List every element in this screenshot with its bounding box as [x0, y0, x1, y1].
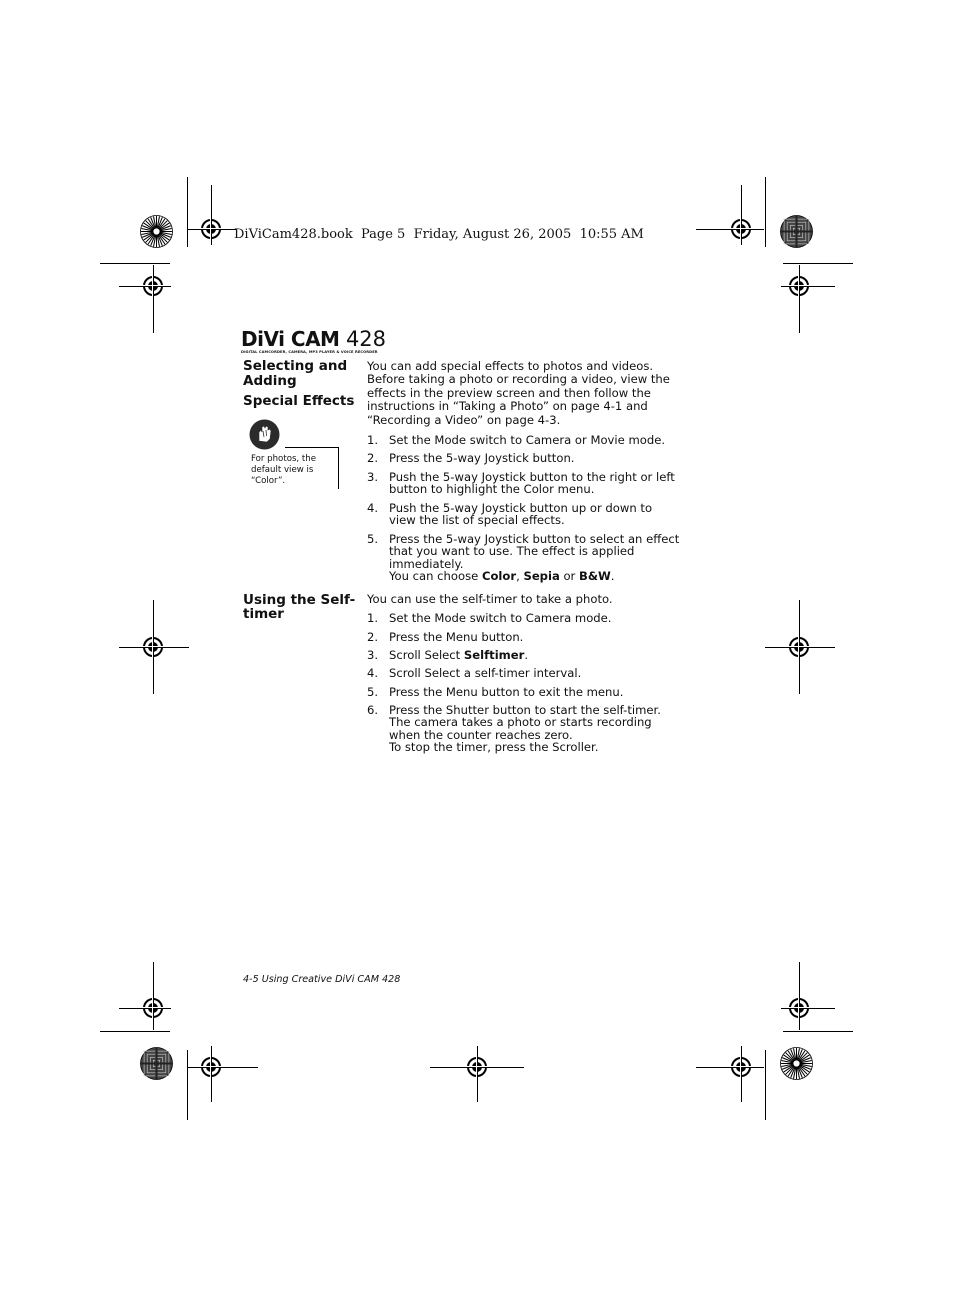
- crop-mark: [187, 1050, 188, 1120]
- crop-mark: [187, 177, 188, 247]
- choice-color: Color: [481, 569, 517, 584]
- intro-line: instructions in “Taking a Photo” on page 4-1 and: [367, 399, 648, 414]
- step-number: 2.: [367, 451, 379, 465]
- step-text: The camera takes a photo or starts recording: [389, 715, 652, 730]
- crop-mark: [100, 1031, 170, 1032]
- step-number: 6.: [367, 703, 379, 717]
- step-text-prefix: Scroll Select: [389, 648, 464, 662]
- choice-or: or: [559, 569, 580, 584]
- choice-bw: B&W: [579, 569, 611, 584]
- crop-mark: [100, 263, 170, 264]
- choice-prefix: You can choose: [389, 569, 482, 584]
- heading-line: timer: [243, 606, 284, 622]
- note-line: default view is: [251, 465, 314, 475]
- step-text: view the list of special effects.: [389, 513, 565, 528]
- step-text: Push the 5-way Joystick button to the right or left: [389, 470, 675, 484]
- step-text: Press the Menu button to exit the menu.: [389, 685, 624, 699]
- intro-line: Before taking a photo or recording a video, view the: [367, 372, 670, 387]
- note-line: “Color”.: [251, 476, 286, 486]
- tip-note: [251, 454, 316, 487]
- intro-line: effects in the preview screen and then follow the: [367, 385, 651, 400]
- self-timer-intro: You can use the self-timer to take a photo.: [367, 592, 613, 606]
- step-text: Press the 5-way Joystick button to select an effect: [389, 532, 680, 546]
- file-info-header: DiViCam428.book Page 5 Friday, August 26, 2005 10:55 AM: [234, 227, 644, 242]
- effect-choices: [389, 570, 689, 582]
- starburst-target-icon: [140, 215, 173, 248]
- step-text-end: .: [524, 648, 529, 662]
- logo-model-number: 428: [345, 327, 387, 351]
- section-heading-self-timer: [243, 593, 355, 621]
- crop-mark: [783, 263, 853, 264]
- note-divider: [338, 447, 339, 489]
- step-text: that you want to use. The effect is applied: [389, 544, 635, 559]
- note-line: For photos, the: [251, 454, 316, 464]
- step-number: 3.: [367, 470, 379, 484]
- logo-tagline: DIGITAL CAMCORDER, CAMERA, MP3 PLAYER & VOICE RECORDER: [241, 350, 378, 354]
- step-number: 4.: [367, 666, 379, 680]
- step-text: Set the Mode switch to Camera mode.: [389, 611, 612, 625]
- heading-line: Selecting and: [243, 358, 348, 374]
- starburst-target-icon: [780, 1047, 813, 1080]
- step-text: Push the 5-way Joystick button up or down to: [389, 501, 653, 515]
- crop-mark: [696, 1067, 764, 1068]
- step-text: Set the Mode switch to Camera or Movie mode.: [389, 433, 666, 447]
- selftimer-term: Selftimer: [463, 648, 525, 662]
- choice-sepia: Sepia: [523, 569, 560, 584]
- crop-mark: [153, 962, 154, 1030]
- choice-separator: ,: [516, 569, 524, 584]
- heading-line: Adding: [243, 373, 297, 389]
- step-text: [389, 649, 689, 661]
- step-text: immediately.: [389, 556, 464, 571]
- crop-mark: [765, 177, 766, 247]
- crop-mark: [696, 229, 764, 230]
- step-text: Press the Shutter button to start the self-timer.: [389, 703, 661, 717]
- starburst-target-icon: [140, 1047, 173, 1080]
- divicam-logo: [241, 328, 386, 355]
- step-number: 5.: [367, 532, 379, 546]
- starburst-target-icon: [780, 215, 813, 248]
- choice-end: .: [610, 569, 615, 584]
- step-number: 5.: [367, 685, 379, 699]
- step-number: 1.: [367, 611, 379, 625]
- tip-hand-icon: [249, 419, 280, 450]
- crop-mark: [799, 962, 800, 1030]
- crop-mark: [765, 1050, 766, 1120]
- logo-brand: DiVi CAM: [241, 327, 340, 351]
- step-text: Press the 5-way Joystick button.: [389, 451, 575, 465]
- heading-line: Using the Self-: [243, 592, 356, 608]
- section-heading-special-effects: [243, 359, 354, 409]
- step-text: Scroll Select a self-timer interval.: [389, 666, 582, 680]
- intro-line: “Recording a Video” on page 4-3.: [367, 412, 561, 427]
- step-number: 3.: [367, 648, 379, 662]
- crop-mark: [783, 1031, 853, 1032]
- intro-paragraph: [367, 360, 697, 427]
- page-footer: 4-5 Using Creative DiVi CAM 428: [243, 974, 401, 985]
- step-text: To stop the timer, press the Scroller.: [389, 740, 599, 755]
- note-divider: [285, 447, 338, 448]
- step-text: button to highlight the Color menu.: [389, 482, 595, 497]
- step-number: 4.: [367, 501, 379, 515]
- step-number: 1.: [367, 433, 379, 447]
- step-number: 2.: [367, 630, 379, 644]
- crop-mark: [188, 1067, 258, 1068]
- intro-line: You can add special effects to photos and videos.: [367, 359, 654, 373]
- heading-line: Special Effects: [243, 393, 355, 409]
- step-text: Press the Menu button.: [389, 630, 524, 644]
- step-text: when the counter reaches zero.: [389, 727, 573, 742]
